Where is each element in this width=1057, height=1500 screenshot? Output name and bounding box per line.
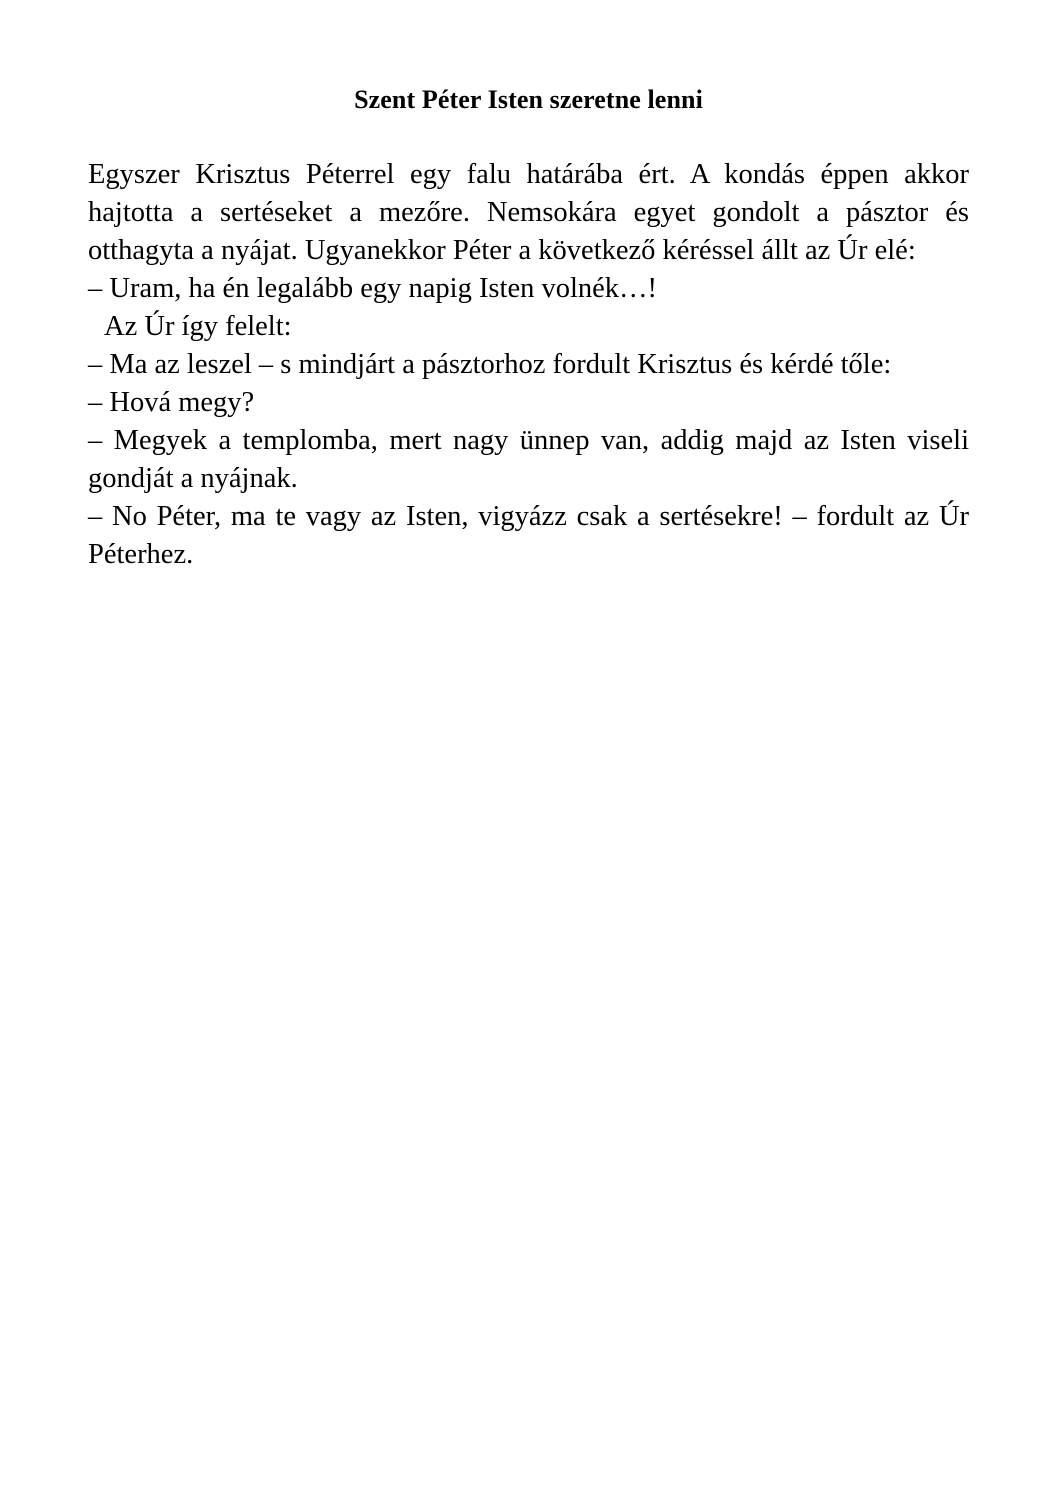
page-title: Szent Péter Isten szeretne lenni	[354, 85, 703, 114]
dialogue-line-where-going: – Hová megy?	[88, 387, 255, 419]
document-body	[88, 156, 969, 574]
dialogue-line-shepherd-answer: – Megyek a templomba, mert nagy ünnep van, addig majd az Isten viseli gondját a nyájnak.	[88, 425, 969, 495]
opening-paragraph: Egyszer Krisztus Péterrel egy falu határába ért. A kondás éppen akkor hajtotta a sertéseket a mezőre. Nemsokára egyet gondolt a pásztor és otthagyta a nyájat. Ugyanekkor Péter a következő kéréssel állt az Úr elé:	[88, 159, 969, 267]
dialogue-line-lord-to-peter: – No Péter, ma te vagy az Isten, vigyázz csak a sertésekre! – fordult az Úr Péterhez.	[88, 501, 969, 571]
dialogue-line-lord-replied: Az Úr így felelt:	[104, 311, 292, 343]
document-content	[88, 84, 969, 574]
dialogue-line-lord-grants: – Ma az leszel – s mindjárt a pásztorhoz fordult Krisztus és kérdé tőle:	[88, 349, 892, 381]
title-spacer	[88, 115, 969, 156]
dialogue-line-peter-request: – Uram, ha én legalább egy napig Isten volnék…!	[88, 273, 658, 305]
